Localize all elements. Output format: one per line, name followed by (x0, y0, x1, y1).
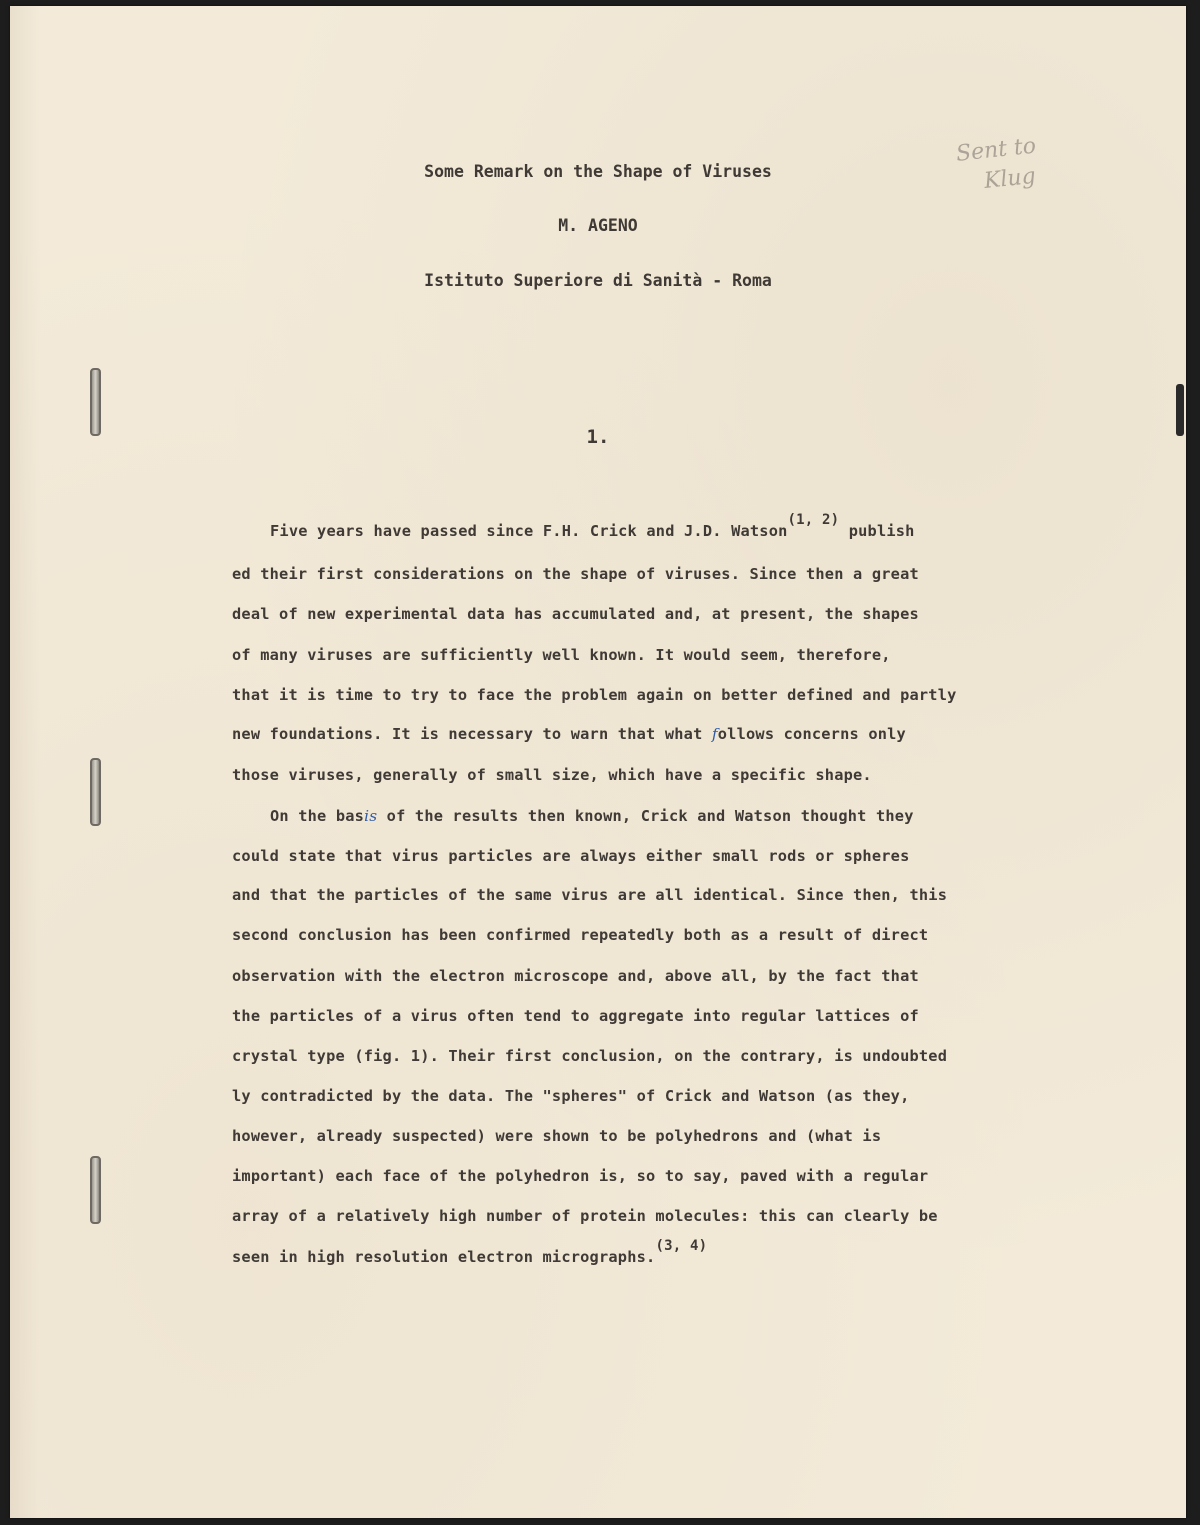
paragraph-1-line-5: that it is time to try to face the problem again on better defined and partly (232, 686, 957, 704)
paragraph-2-line-8: ly contradicted by the data. The "spheres" of Crick and Watson (as they, (232, 1087, 910, 1105)
paragraph-2-last-text: seen in high resolution electron micrographs. (232, 1248, 656, 1266)
paragraph-1-line-1 (270, 512, 915, 540)
staple-bottom (90, 1156, 101, 1224)
paragraph-1-line-6 (232, 725, 906, 743)
paragraph-2-line-3: and that the particles of the same virus are all identical. Since then, this (232, 886, 948, 904)
document-page (10, 6, 1186, 1518)
document-title: Some Remark on the Shape of Viruses (424, 162, 772, 181)
paragraph-2-line-1-end: of the results then known, Crick and Watson thought they (377, 807, 914, 825)
paragraph-1-line-3: deal of new experimental data has accumulated and, at present, the shapes (232, 605, 919, 623)
margin-note-line-2: Klug (982, 163, 1037, 195)
paragraph-2-line-1-start: On the bas (270, 807, 365, 825)
paragraph-1-line-2: ed their first considerations on the shape of viruses. Since then a great (232, 565, 919, 583)
handwritten-correction-is: is (364, 807, 378, 825)
paragraph-2-line-2: could state that virus particles are always either small rods or spheres (232, 847, 910, 865)
paragraph-1-line-1-text: Five years have passed since F.H. Crick and J.D. Watson (270, 522, 788, 540)
paragraph-2-line-12 (232, 1238, 708, 1266)
section-number: 1. (586, 426, 610, 448)
author-name: M. AGENO (558, 216, 638, 235)
paragraph-2-line-7: crystal type (fig. 1). Their first conclusion, on the contrary, is undoubted (232, 1047, 948, 1065)
paragraph-1-line-4: of many viruses are sufficiently well known. It would seem, therefore, (232, 646, 891, 664)
reference-1-2: (1, 2) (787, 512, 840, 528)
paragraph-1-line-1-end: publish (839, 522, 915, 540)
paragraph-2-line-6: the particles of a virus often tend to aggregate into regular lattices of (232, 1007, 919, 1025)
paragraph-1-line-6-start: new foundations. It is necessary to warn that what (232, 725, 712, 743)
paragraph-2-line-9: however, already suspected) were shown to be polyhedrons and (what is (232, 1127, 882, 1145)
staple-middle (90, 758, 101, 826)
paragraph-1-line-6-end: ollows concerns only (717, 725, 906, 743)
paragraph-2-line-5: observation with the electron microscope and, above all, by the fact that (232, 967, 919, 985)
paragraph-1-line-7: those viruses, generally of small size, which have a specific shape. (232, 766, 872, 784)
handwritten-correction-f: f (711, 725, 718, 743)
paragraph-2-line-4: second conclusion has been confirmed repeatedly both as a result of direct (232, 926, 929, 944)
paragraph-2-line-10: important) each face of the polyhedron is, so to say, paved with a regular (232, 1167, 929, 1185)
paragraph-2-line-1 (270, 807, 914, 825)
reference-3-4: (3, 4) (655, 1238, 708, 1254)
paragraph-2-line-11: array of a relatively high number of protein molecules: this can clearly be (232, 1207, 938, 1225)
margin-note-line-1: Sent to (954, 133, 1038, 167)
affiliation: Istituto Superiore di Sanità - Roma (424, 271, 772, 290)
